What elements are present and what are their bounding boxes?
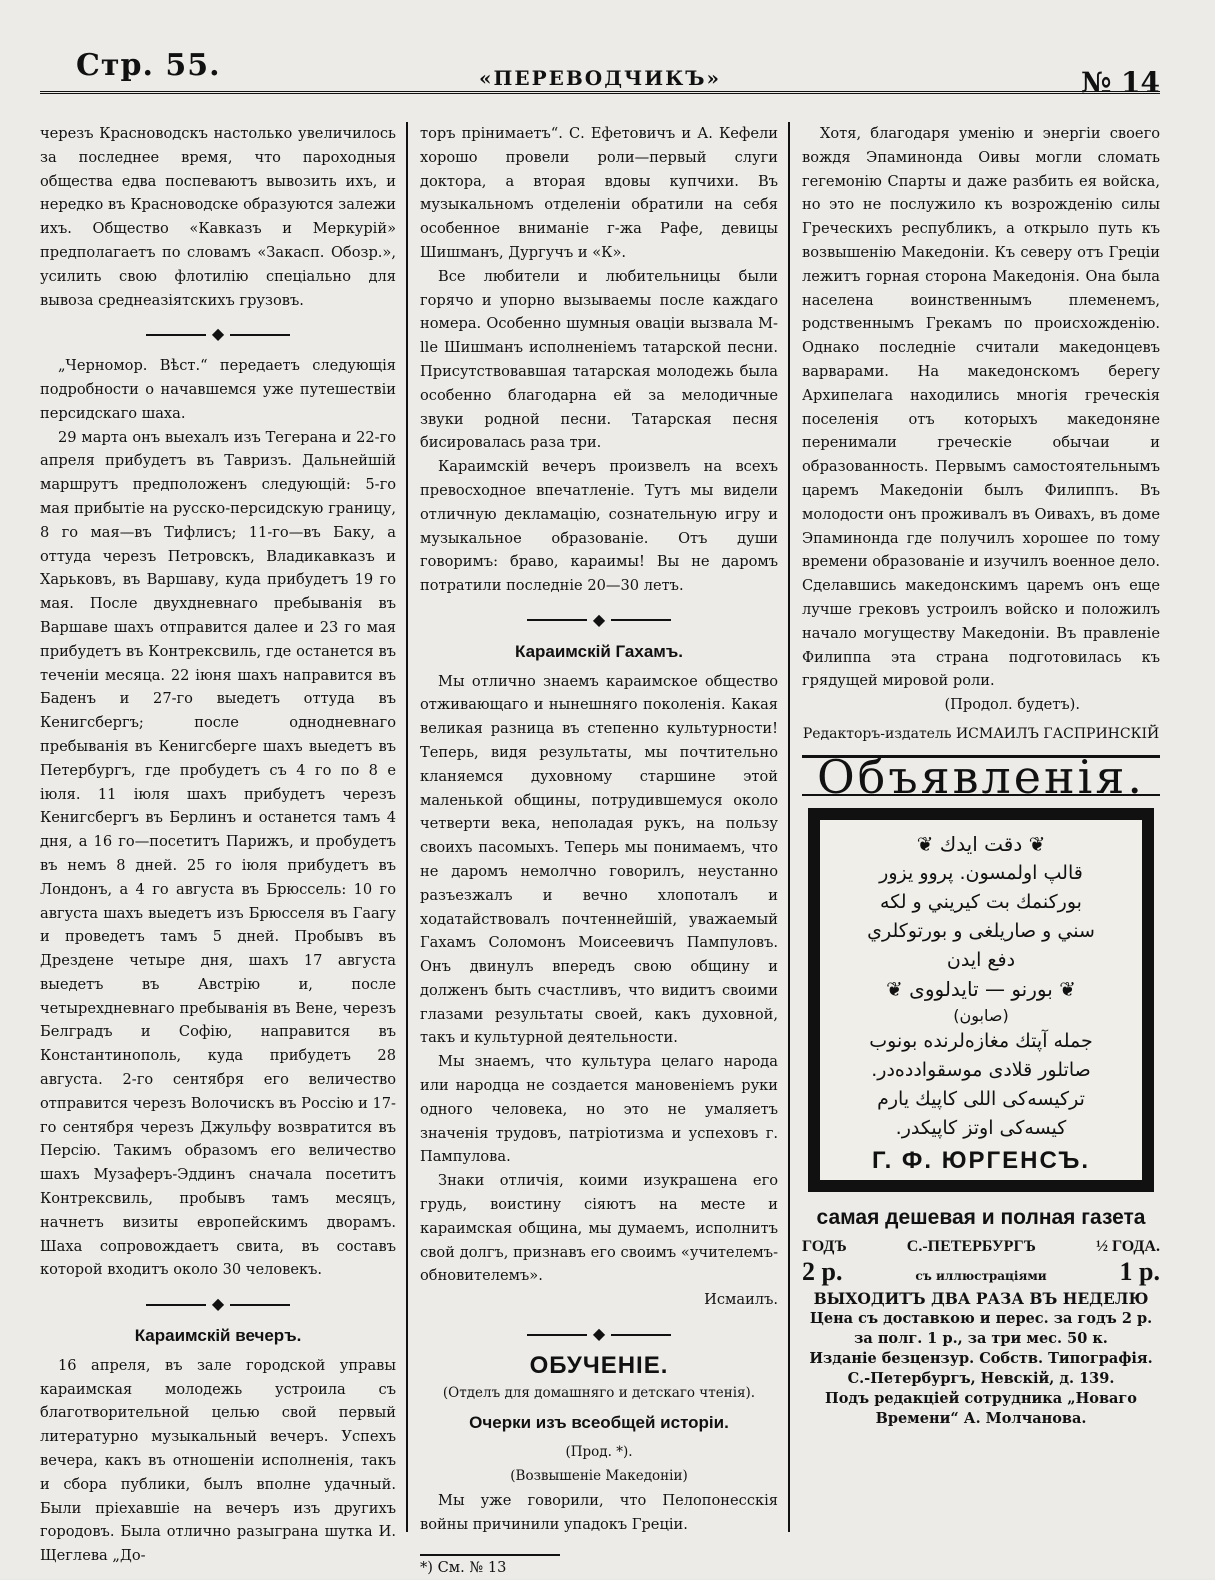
column-3: [796, 122, 1160, 1532]
department-note: (Отделъ для домашняго и детскаго чтенiя).: [442, 1384, 756, 1401]
signature: Исмаилъ.: [704, 1291, 778, 1309]
paragraph: торъ прiнимаетъ“. С. Ефетовичъ и А. Кефели хорошо провели роли—первый слуги доктора, а вторая вдовы купчихи. Въ музыкальномъ отделенiи обратили на себя особенное вниманiе г-жа Рафе, девицы Шишманъ, Дургучъ и «К».: [420, 125, 778, 261]
gazette-city: С.-ПЕТЕРБУРГЪ: [906, 1237, 1036, 1255]
ad-line: بوركنمك بت كيريني و لكه: [880, 890, 1082, 913]
page-header: [40, 40, 1160, 99]
paragraph: Мы отлично знаемъ караимское общество отживающаго и нынешняго поколенiя. Какая великая разница въ степенно культурности! Теперь, видя результаты, мы почтительно кланяемся духовному старшине этой маленькой общины, потрудившемуся около четверти века, неполадая рукъ, на пользу своихъ пасомыхъ. Теперь мы понимаемъ, что не даромъ немолчно говорилъ, неустанно разъезжалъ и вечно хлопоталъ и ходатайствовалъ почтеннейшiй, уважаемый Гахамъ Соломонъ Моисеевичъ Пампуловъ. Онъ двинулъ впередъ свою общину и долженъ быть счастливъ, что видитъ своими глазами результаты своей, какъ духовной, такъ и культурной деятельности.: [420, 672, 778, 1047]
gazette-prices: [802, 1257, 1160, 1289]
ad-line: تركيسه‌كى اللى كاپيك يارم: [877, 1088, 1085, 1111]
ad-headline: ❦ دقت ايدك ❦: [916, 831, 1046, 856]
column-divider: [406, 122, 408, 1532]
ad-line: قالپ اولمسون. پروو يزور: [879, 861, 1083, 884]
ornament-divider: ◆: [40, 1292, 396, 1316]
paragraph: Все любители и любительницы были горячо и упорно вызываемы после каждаго номера. Особенно шумныя оваціи вызвала M-lle Шишманъ исполненiемъ татарской песни. Присутствовавшая татарская молодежь была особенно благодарна ей за мелодичные звуки родной песни. Татарская песня бисировалась раза три.: [420, 267, 778, 452]
column-2: [414, 122, 784, 1577]
paragraph: Мы уже говорили, что Пелопонесскiя войны причинили упадокъ Грецiи.: [420, 1491, 778, 1533]
paragraph: „Черномор. Вѣст.“ передаетъ следующiя подробности о начавшемся уже путешествiи персидскаго шаха.: [40, 357, 396, 422]
gazette-illustrations: съ иллюстрацiями: [915, 1269, 1047, 1284]
article-subheading: (Возвышенiе Македонiи): [510, 1468, 688, 1485]
paragraph: Мы знаемъ, что культура целаго народа или народца не создается мановенiемъ руки одного человека, но это не умаляетъ значенiя трудовъ, патрiотизма и успеховъ г. Пампулова.: [420, 1053, 778, 1166]
gazette-terms-row: [802, 1235, 1160, 1259]
gazette-headline: самая дешевая и полная газета: [816, 1205, 1146, 1229]
ad-product-name: ❦ بورنو — تايدلووى ❦: [886, 976, 1076, 1001]
footnote: *) См. № 13: [420, 1559, 507, 1577]
gazette-half-year: ½ ГОДА.: [1095, 1237, 1160, 1255]
gazette-info: за полг. 1 р., за три мес. 50 к.: [854, 1330, 1108, 1348]
paragraph: 29 марта онъ выехалъ изъ Тегерана и 22-го апреля прибудетъ въ Тавризъ. Дальнейшiй маршрутъ предположенъ следующiй: 5-го мая прибытiе на русско-персидскую границу, 8 го мая—въ Тифлисъ; 11-го—въ Баку, а оттуда черезъ Петровскъ, Владикавказъ и Харьковъ, въ Варшаву, куда прибудетъ 19 го мая. После двухдневнаго пребыванiя въ Варшаве шахъ отправится далее и 23 го мая прибудетъ въ Контрексвиль, где останется въ теченiи месяца. 22 iюня шахъ направится въ Баденъ и 27-го выедетъ оттуда въ Кенигсбергъ; после однодневнаго пребыванiя въ Кенигсберге шахъ выедетъ въ Петербургъ, где пробудетъ съ 4 го по 8 е iюля. 11 iюля шахъ прибудетъ черезъ Кенигсбергъ въ Берлинъ и останется тамъ 4 дня, а 16 го—посетитъ Парижъ, и пробудетъ въ немъ 8 дней. 25 го iюля прибудетъ въ Лондонъ, а 4 го августа въ Брюссель: 10 го августа шахъ выедетъ изъ Брюсселя въ Гаагу и проведетъ тамъ 5 дней. Пробывъ въ Дрездене четыре дня, шахъ 17 августа выедетъ въ Австрiю и, после четырехдневнаго пребыванiя въ Вене, черезъ Белградъ и Софiю, направится въ Константинополь, куда прибудетъ 28 августа. 2-го сентября его величество отправится черезъ Волочискъ въ Россiю и 17-го сентября черезъ Джульфу возвратится въ Персiю. Такимъ образомъ его величество шахъ Музаферъ-Эддинъ сначала посетитъ Контрексвиль, пробывъ тамъ месяцъ, начнетъ визиты европейскимъ дворамъ. Шаха сопровождаетъ свита, въ составъ которой входитъ около 30 человекъ.: [40, 428, 396, 1279]
ornament-divider: ◆: [40, 322, 396, 346]
ornament-divider: ◆: [420, 608, 778, 632]
gazette-year-label: ГОДЪ: [802, 1237, 847, 1255]
ads-heading: Объявленiя.: [802, 766, 1160, 796]
continued-note: (Прод. *).: [565, 1444, 633, 1461]
ad-advertiser-name: Г. Ф. ЮРГЕНСЪ.: [871, 1147, 1091, 1175]
paragraph: черезъ Красноводскъ настолько увеличилось за последнее время, что пароходныя общества едва поспеваютъ вывозить ихъ, и нередко въ Красноводске образуются залежи ихъ. Общество «Кавказъ и Меркурiй» предполагаетъ по словамъ «Закасп. Обозр.», усилить свою флотилiю спецiально для вывоза среднеазiятскихъ грузовъ.: [40, 125, 396, 309]
gazette-info: Подъ редакцiей сотрудника „Новаго: [825, 1390, 1137, 1408]
gazette-info: Цена съ доставкою и перес. за годъ 2 р.: [809, 1310, 1153, 1328]
gazette-half-price: 1 р.: [1119, 1257, 1160, 1287]
ad-line: سني و صاريلغى و بورتوكلري: [867, 919, 1095, 942]
gazette-info: Изданiе безцензур. Собств. Типографiя.: [809, 1350, 1153, 1368]
paragraph: Знаки отличiя, коими изукрашена его грудь, воистину сiяютъ на месте и караимская община, мы думаемъ, исполнитъ свой долгъ, признавъ его своимъ «учителемъ-обновителемъ».: [420, 1172, 778, 1285]
paragraph: Хотя, благодаря уменiю и энергiи своего вождя Эпаминонда Оивы могли сломать гегемонiю Спарты и даже разбить ея войска, но это не послужило къ возрожденiю силы Греческихъ республикъ, а открыло путь къ возвышенiю Македонiи. Къ северу отъ Грецiи лежитъ горная сторона Македонiя. Она была населена воинственнымъ племенемъ, родственнымъ Грекамъ по происхожденiю. Однако последнiе считали македонцевъ варварами. На македонскомъ берегу Архипелага находились многiя греческiя поселенiя отъ которыхъ македоняне перенимали греческiе обычаи и образованность. Первымъ самостоятельнымъ царемъ Македонiи былъ Филиппъ. Въ молодости онъ проживалъ въ Оивахъ, въ доме Эпаминонда где получилъ хорошее по тому времени образованiе и изучилъ военное дело. Сделавшись македонскимъ царемъ онъ еще лучше грековъ устроилъ войско и положилъ начало могуществу Македонiи. Въ правленiе Филиппа эта страна подготовилась къ грядущей мировой роли.: [802, 125, 1160, 690]
columns: [40, 122, 1160, 1577]
continued-note: (Продол. будетъ).: [944, 696, 1080, 714]
ad-line: دفع ايدن: [946, 948, 1016, 971]
ad-line: كيسه‌كى اوتز كاپيكدر.: [895, 1117, 1067, 1140]
editor-line: Редакторъ-издатель ИСМАИЛЪ ГАСПРИНСКIЙ: [802, 717, 1160, 758]
ornament-divider: ◆: [420, 1322, 778, 1346]
page-number: Стр. 55.: [76, 48, 221, 83]
column-divider: [788, 122, 790, 1532]
issue-number: № 14: [1080, 66, 1160, 99]
section-heading: Караимскiй вечеръ.: [134, 1326, 302, 1346]
gazette-frequency: ВЫХОДИТЪ ДВА РАЗА ВЪ НЕДЕЛЮ: [813, 1289, 1149, 1309]
paragraph: 16 апреля, въ зале городской управы караимская молодежь устроила съ благотворительной целью свой первый литературно музыкальный вечеръ. Успехъ вечера, какъ въ отношенiи исполненiя, такъ и сбора публики, былъ вполне удачный. Были прiехавшiе на вечеръ изъ другихъ городовъ. Была отлично разыграна шутка И. Щеглева „До-: [40, 1356, 396, 1565]
section-heading-large: ОБУЧЕНIЕ.: [529, 1351, 669, 1379]
gazette-info: Времени“ А. Молчанова.: [875, 1410, 1087, 1428]
ad-line: جمله آپتك مغازه‌لرنده بونوب: [869, 1030, 1093, 1053]
gazette-year-price: 2 р.: [802, 1257, 843, 1287]
newspaper-title: «ПЕРЕВОДЧИКЪ»: [478, 66, 721, 90]
section-heading: Караимскiй Гахамъ.: [514, 641, 683, 661]
ad-line: (صابون): [953, 1005, 1009, 1025]
article-subtitle: Очерки изъ всеобщей исторiи.: [469, 1413, 729, 1433]
ad-line: صاتلور قلادى موسقوادده‌در.: [871, 1059, 1091, 1082]
gazette-info: С.-Петербургъ, Невскiй, д. 139.: [847, 1370, 1115, 1388]
advertisement-box: [808, 808, 1154, 1192]
paragraph: Караимскiй вечеръ произвелъ на всехъ превосходное впечатленiе. Тутъ мы видели отличную декламацiю, сознательную игру и музыкальное образованiе. Отъ души говоримъ: браво, караимы! Вы не даромъ потратили последнiе 20—30 летъ.: [420, 458, 778, 595]
column-1: [40, 122, 402, 1565]
